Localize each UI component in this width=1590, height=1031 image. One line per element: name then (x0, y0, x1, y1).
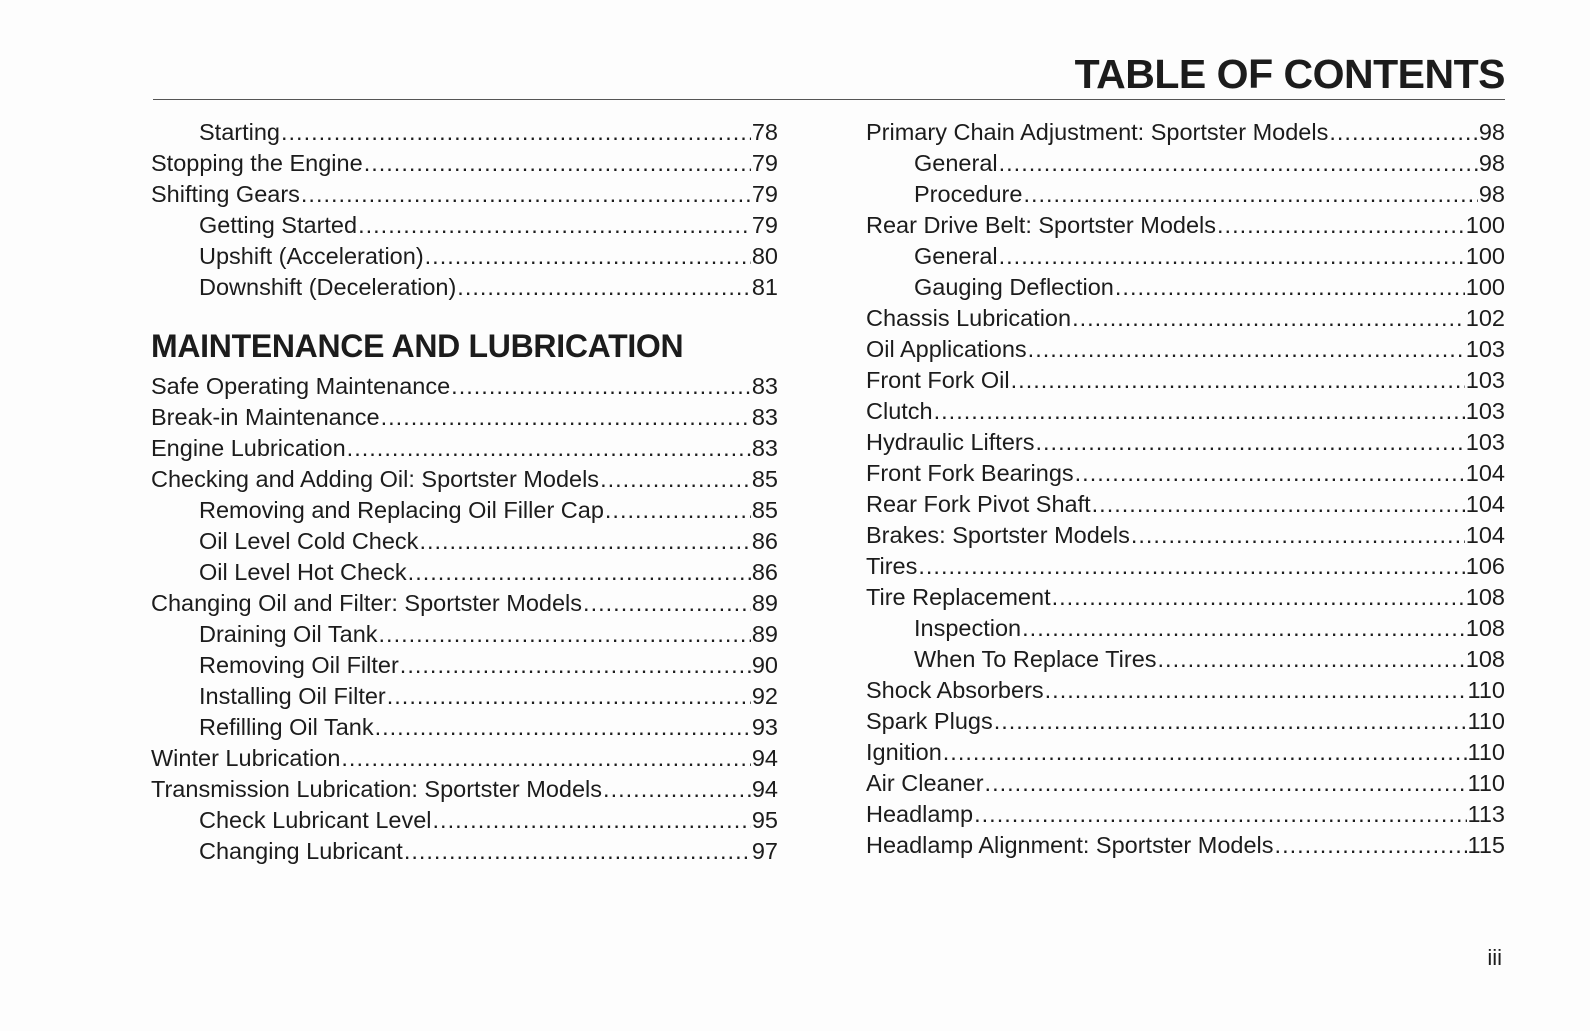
toc-entry[interactable] (866, 737, 1505, 768)
toc-entry-page: 89 (751, 621, 778, 647)
toc-entry[interactable] (151, 272, 778, 303)
toc-entry[interactable] (866, 303, 1505, 334)
toc-entry-page: 85 (751, 466, 778, 492)
toc-entry-title: Winter Lubrication (151, 745, 341, 771)
toc-entry-page: 79 (751, 181, 778, 207)
toc-entry-page: 115 (1467, 832, 1505, 858)
toc-entry-page: 106 (1465, 553, 1505, 579)
dot-leader (1072, 303, 1465, 334)
toc-entry-page: 110 (1467, 708, 1505, 734)
toc-entry-title: Starting (199, 119, 280, 145)
toc-entry-page: 104 (1465, 491, 1505, 517)
toc-entry-title: Refilling Oil Tank (199, 714, 374, 740)
toc-entry-page: 95 (751, 807, 778, 833)
toc-entry-title: Downshift (Deceleration) (199, 274, 457, 300)
toc-entry-page: 110 (1467, 739, 1505, 765)
dot-leader (404, 836, 751, 867)
dot-leader (583, 588, 751, 619)
dot-leader (1115, 272, 1465, 303)
toc-entry-page: 89 (751, 590, 778, 616)
toc-entry[interactable] (866, 830, 1505, 861)
toc-entry-title: When To Replace Tires (914, 646, 1157, 672)
dot-leader (425, 241, 751, 272)
dot-leader (400, 650, 751, 681)
toc-entry-page: 104 (1465, 460, 1505, 486)
dot-leader (451, 371, 751, 402)
toc-entry-title: Shock Absorbers (866, 677, 1044, 703)
toc-entry-title: Rear Drive Belt: Sportster Models (866, 212, 1217, 238)
toc-entry[interactable] (866, 241, 1505, 272)
dot-leader (994, 706, 1467, 737)
toc-entry[interactable] (151, 526, 778, 557)
dot-leader (603, 774, 751, 805)
toc-entry-title: Removing Oil Filter (199, 652, 399, 678)
dot-leader (1329, 117, 1478, 148)
toc-entry[interactable] (151, 619, 778, 650)
toc-entry-page: 92 (751, 683, 778, 709)
toc-entry[interactable] (866, 489, 1505, 520)
toc-entry-title: Stopping the Engine (151, 150, 363, 176)
toc-entry-title: Front Fork Oil (866, 367, 1010, 393)
toc-entry[interactable] (151, 681, 778, 712)
toc-entry-title: Transmission Lubrication: Sportster Models (151, 776, 603, 802)
toc-entry[interactable] (151, 712, 778, 743)
toc-entry-title: Getting Started (199, 212, 358, 238)
toc-entry-page: 93 (751, 714, 778, 740)
dot-leader (1045, 675, 1467, 706)
dot-leader (999, 148, 1478, 179)
toc-entry[interactable] (151, 117, 778, 148)
toc-entry-page: 94 (751, 776, 778, 802)
toc-entry[interactable] (151, 743, 778, 774)
toc-right-column (866, 117, 1505, 861)
toc-entry[interactable] (151, 371, 778, 402)
toc-entry[interactable] (866, 675, 1505, 706)
toc-entry-title: Oil Level Cold Check (199, 528, 419, 554)
toc-entry-page: 94 (751, 745, 778, 771)
toc-entry-title: Draining Oil Tank (199, 621, 378, 647)
toc-entry-title: Removing and Replacing Oil Filler Cap (199, 497, 604, 523)
dot-leader (985, 768, 1467, 799)
toc-entry-title: General (914, 150, 998, 176)
toc-entry-title: Headlamp (866, 801, 974, 827)
dot-leader (301, 179, 751, 210)
dot-leader (1131, 520, 1465, 551)
dot-leader (433, 805, 751, 836)
dot-leader (1275, 830, 1467, 861)
toc-entry-title: Clutch (866, 398, 933, 424)
dot-leader (379, 619, 751, 650)
toc-entry-title: Changing Oil and Filter: Sportster Models (151, 590, 583, 616)
toc-entry-title: Installing Oil Filter (199, 683, 386, 709)
toc-entry[interactable] (866, 148, 1505, 179)
toc-entry-page: 83 (751, 435, 778, 461)
toc-entry-page: 100 (1465, 274, 1505, 300)
dot-leader (1028, 334, 1465, 365)
toc-entry[interactable] (866, 582, 1505, 613)
toc-entry-title: Safe Operating Maintenance (151, 373, 451, 399)
toc-entry-title: Ignition (866, 739, 942, 765)
toc-entry[interactable] (866, 210, 1505, 241)
toc-entry[interactable] (151, 210, 778, 241)
toc-entry[interactable] (866, 768, 1505, 799)
dot-leader (281, 117, 751, 148)
toc-entry-page: 79 (751, 212, 778, 238)
toc-entry[interactable] (866, 706, 1505, 737)
dot-leader (1023, 179, 1477, 210)
dot-leader (1075, 458, 1465, 489)
dot-leader (974, 799, 1466, 830)
dot-leader (1092, 489, 1465, 520)
toc-entry[interactable] (151, 557, 778, 588)
toc-entry[interactable] (866, 179, 1505, 210)
page-number: iii (1487, 945, 1502, 970)
toc-entry-page: 83 (751, 373, 778, 399)
toc-entry-title: Spark Plugs (866, 708, 993, 734)
toc-entry-page: 98 (1478, 150, 1505, 176)
toc-entry-title: Checking and Adding Oil: Sportster Models (151, 466, 600, 492)
header-rule (153, 99, 1505, 100)
toc-entry-title: Headlamp Alignment: Sportster Models (866, 832, 1274, 858)
dot-leader (999, 241, 1465, 272)
toc-entry[interactable] (151, 588, 778, 619)
toc-entry-page: 86 (751, 559, 778, 585)
toc-entry-page: 98 (1478, 181, 1505, 207)
toc-entry-page: 103 (1465, 336, 1505, 362)
dot-leader (1217, 210, 1465, 241)
dot-leader (1158, 644, 1465, 675)
dot-leader (943, 737, 1467, 768)
toc-entry[interactable] (866, 520, 1505, 551)
toc-entry-page: 85 (751, 497, 778, 523)
page-title: TABLE OF CONTENTS (1074, 51, 1505, 97)
toc-entry-page: 100 (1465, 212, 1505, 238)
toc-entry[interactable] (866, 458, 1505, 489)
toc-entry-page: 81 (751, 274, 778, 300)
toc-entry-title: Upshift (Acceleration) (199, 243, 424, 269)
toc-entry[interactable] (866, 396, 1505, 427)
toc-entry-title: Oil Level Hot Check (199, 559, 407, 585)
toc-entry[interactable] (151, 179, 778, 210)
toc-entry[interactable] (151, 433, 778, 464)
toc-entry[interactable] (866, 613, 1505, 644)
toc-entry-title: Brakes: Sportster Models (866, 522, 1130, 548)
section-heading: MAINTENANCE AND LUBRICATION (151, 328, 684, 364)
toc-entry-title: Tire Replacement (866, 584, 1051, 610)
toc-entry[interactable] (151, 650, 778, 681)
toc-entry[interactable] (151, 148, 778, 179)
toc-entry-page: 102 (1465, 305, 1505, 331)
toc-entry[interactable] (151, 805, 778, 836)
dot-leader (419, 526, 750, 557)
toc-entry-page: 83 (751, 404, 778, 430)
toc-entry-title: Engine Lubrication (151, 435, 346, 461)
toc-entry-page: 110 (1467, 770, 1505, 796)
toc-entry-title: Gauging Deflection (914, 274, 1114, 300)
dot-leader (364, 148, 751, 179)
toc-entry[interactable] (866, 551, 1505, 582)
toc-entry[interactable] (866, 365, 1505, 396)
toc-entry-page: 79 (751, 150, 778, 176)
toc-entry-title: Chassis Lubrication (866, 305, 1072, 331)
dot-leader (1035, 427, 1464, 458)
toc-entry[interactable] (151, 836, 778, 867)
dot-leader (1052, 582, 1465, 613)
dot-leader (381, 402, 751, 433)
dot-leader (918, 551, 1464, 582)
toc-entry-page: 108 (1465, 646, 1505, 672)
toc-entry-page: 108 (1465, 615, 1505, 641)
dot-leader (347, 433, 751, 464)
toc-entry-page: 108 (1465, 584, 1505, 610)
toc-entry[interactable] (866, 272, 1505, 303)
toc-entry-title: Primary Chain Adjustment: Sportster Models (866, 119, 1329, 145)
toc-entry-title: Procedure (914, 181, 1023, 207)
toc-entry-title: Break-in Maintenance (151, 404, 380, 430)
toc-entry-title: Rear Fork Pivot Shaft (866, 491, 1091, 517)
toc-entry-title: General (914, 243, 998, 269)
toc-entry-page: 97 (751, 838, 778, 864)
toc-entry-page: 113 (1467, 801, 1505, 827)
dot-leader (341, 743, 750, 774)
dot-leader (358, 210, 751, 241)
dot-leader (457, 272, 751, 303)
toc-entry-page: 103 (1465, 367, 1505, 393)
toc-entry-page: 100 (1465, 243, 1505, 269)
toc-entry[interactable] (151, 495, 778, 526)
toc-entry-page: 103 (1465, 398, 1505, 424)
toc-entry-title: Front Fork Bearings (866, 460, 1074, 486)
dot-leader (408, 557, 751, 588)
toc-entry-title: Check Lubricant Level (199, 807, 432, 833)
toc-entry[interactable] (151, 774, 778, 805)
toc-entry-title: Oil Applications (866, 336, 1027, 362)
toc-entry-page: 110 (1467, 677, 1505, 703)
dot-leader (934, 396, 1465, 427)
toc-entry-page: 98 (1478, 119, 1505, 145)
toc-entry-page: 86 (751, 528, 778, 554)
toc-entry-title: Air Cleaner (866, 770, 984, 796)
toc-entry[interactable] (866, 334, 1505, 365)
dot-leader (387, 681, 751, 712)
dot-leader (1011, 365, 1465, 396)
dot-leader (605, 495, 751, 526)
toc-entry[interactable] (866, 644, 1505, 675)
toc-entry-title: Changing Lubricant (199, 838, 403, 864)
dot-leader (375, 712, 751, 743)
toc-entry[interactable] (151, 464, 778, 495)
toc-entry[interactable] (151, 241, 778, 272)
toc-entry-title: Inspection (914, 615, 1022, 641)
toc-entry[interactable] (866, 117, 1505, 148)
toc-entry[interactable] (866, 799, 1505, 830)
toc-entry-title: Shifting Gears (151, 181, 300, 207)
toc-entry-title: Tires (866, 553, 918, 579)
toc-entry-page: 103 (1465, 429, 1505, 455)
dot-leader (1022, 613, 1465, 644)
toc-left-column (151, 117, 778, 867)
toc-entry-page: 80 (751, 243, 778, 269)
dot-leader (600, 464, 751, 495)
toc-entry[interactable] (866, 427, 1505, 458)
toc-entry-page: 90 (751, 652, 778, 678)
toc-entry[interactable] (151, 402, 778, 433)
toc-entry-page: 104 (1465, 522, 1505, 548)
toc-entry-page: 78 (751, 119, 778, 145)
toc-entry-title: Hydraulic Lifters (866, 429, 1035, 455)
